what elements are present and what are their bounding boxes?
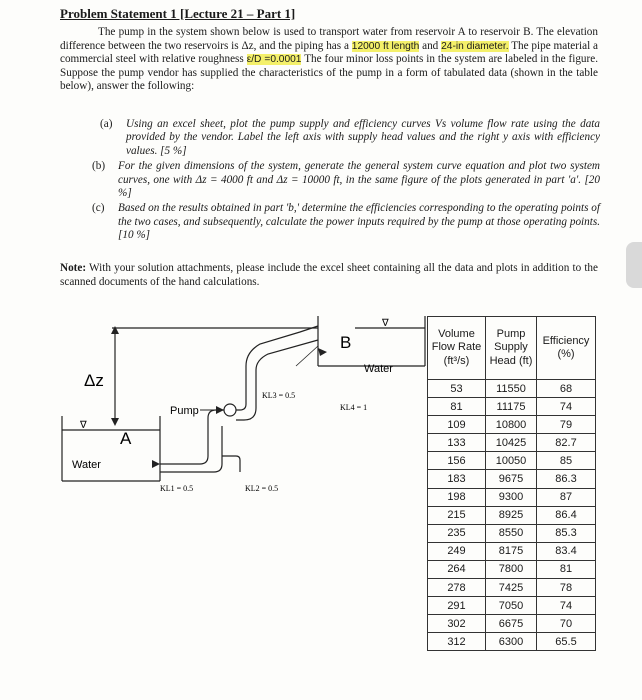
note-paragraph <box>60 262 598 289</box>
table-cell: 291 <box>428 597 486 615</box>
table-cell: 133 <box>428 434 486 452</box>
table-cell: 65.5 <box>537 633 596 651</box>
table-cell: 6675 <box>486 615 537 633</box>
table-cell: 53 <box>428 380 486 398</box>
table-cell: 79 <box>537 416 596 434</box>
intro-paragraph <box>60 26 598 94</box>
question-label: (c) <box>92 202 105 215</box>
table-cell: 11550 <box>486 380 537 398</box>
and-word: and <box>419 39 442 52</box>
table-cell: 6300 <box>486 633 537 651</box>
question-label: (b) <box>92 160 106 173</box>
flow-in-arrow-icon <box>152 460 160 468</box>
pump-label: Pump <box>170 405 199 417</box>
table-cell: 74 <box>537 597 596 615</box>
intro-text-4: The four minor loss points in the system are labeled in the figure. Suppose the pump vendor has supplied the characteristics of the pump in a form of tabulated data (shown in the table below), answer the following: <box>60 53 598 93</box>
table-cell: 70 <box>537 615 596 633</box>
table-cell: 198 <box>428 488 486 506</box>
table-row <box>428 506 596 524</box>
kl3-label: KL3 = 0.5 <box>262 391 296 400</box>
surface-a-icon: ∇ <box>80 420 87 431</box>
table-cell: 9675 <box>486 470 537 488</box>
table-cell: 7425 <box>486 579 537 597</box>
table-cell: 85 <box>537 452 596 470</box>
table-cell: 156 <box>428 452 486 470</box>
diameter-highlight: 24-in diameter. <box>441 40 509 52</box>
table-cell: 312 <box>428 633 486 651</box>
table-row <box>428 452 596 470</box>
table-row <box>428 579 596 597</box>
table-row <box>428 597 596 615</box>
question-text: For the given dimensions of the system, generate the general system curve equation and plot two system curves, one with Δz = 4000 ft and Δz = 10000 ft, in the same figure of the plots generated in part 'a'. [20 %] <box>118 160 600 200</box>
table-cell: 10050 <box>486 452 537 470</box>
kl2-label: KL2 = 0.5 <box>245 484 279 493</box>
intro-text-2: , and the piping has a <box>253 39 352 52</box>
pump-data-table <box>427 316 596 651</box>
dz-arrow-up-icon <box>111 326 119 334</box>
table-cell: 87 <box>537 488 596 506</box>
table-cell: 68 <box>537 380 596 398</box>
discharge-pipe-outer <box>236 340 318 420</box>
kl4-label: KL4 = 1 <box>340 403 368 412</box>
table-cell: 10425 <box>486 434 537 452</box>
question-text: Based on the results obtained in part 'b,' determine the efficiencies corresponding to the operating points of the two cases, and subsequently, calculate the power inputs required by the pump at those operating points. [10 %] <box>118 202 600 242</box>
table-cell: 109 <box>428 416 486 434</box>
kl1-label: KL1 = 0.5 <box>160 484 194 493</box>
water-b-label: Water <box>364 363 393 375</box>
col-header-efficiency: Efficiency (%) <box>537 317 596 380</box>
flow-out-arrow-icon <box>318 348 327 356</box>
table-cell: 302 <box>428 615 486 633</box>
water-a-label: Water <box>72 459 101 471</box>
table-row <box>428 560 596 578</box>
table-row <box>428 380 596 398</box>
table-cell: 78 <box>537 579 596 597</box>
table-cell: 264 <box>428 560 486 578</box>
table-row <box>428 542 596 560</box>
table-cell: 278 <box>428 579 486 597</box>
table-cell: 86.3 <box>537 470 596 488</box>
pipe-bend <box>222 456 240 472</box>
table-cell: 83.4 <box>537 542 596 560</box>
table-cell: 85.3 <box>537 524 596 542</box>
table-cell: 7800 <box>486 560 537 578</box>
intro-text-1: The pump in the system shown below is used to transport water from reservoir A to reservoir B. The elevation difference between the two reservoirs is <box>60 26 598 52</box>
table-cell: 82.7 <box>537 434 596 452</box>
question-a <box>100 118 600 158</box>
roughness-highlight: ε/D =0.0001 <box>246 54 302 66</box>
table-cell: 9300 <box>486 488 537 506</box>
table-cell: 81 <box>428 398 486 416</box>
question-text: Using an excel sheet, plot the pump supply and efficiency curves Vs volume flow rate using the data provided by the vendor. Label the left axis with supply head values and the right y axis with efficiency values. [5 %] <box>126 118 600 157</box>
dz-symbol: Δz <box>241 39 254 52</box>
table-row <box>428 434 596 452</box>
table-cell: 215 <box>428 506 486 524</box>
length-highlight: 12000 ft length <box>351 40 420 52</box>
table-row <box>428 416 596 434</box>
question-list <box>92 118 600 245</box>
dz-label: Δz <box>84 371 104 390</box>
question-c <box>92 202 600 242</box>
note-text: With your solution attachments, please include the excel sheet containing all the data and plots in addition to the scanned documents of the hand calculations. <box>60 262 598 288</box>
reservoir-a-label: A <box>120 429 132 448</box>
pump-symbol <box>224 404 236 416</box>
question-b <box>92 160 600 200</box>
table-cell: 235 <box>428 524 486 542</box>
table-row <box>428 615 596 633</box>
pump-system-diagram <box>0 296 430 526</box>
col-header-head: Pump Supply Head (ft) <box>486 317 537 380</box>
table-cell: 8925 <box>486 506 537 524</box>
reservoir-b-label: B <box>340 333 352 352</box>
table-cell: 249 <box>428 542 486 560</box>
table-cell: 8550 <box>486 524 537 542</box>
question-label: (a) <box>100 118 113 130</box>
side-tab-handle[interactable] <box>626 242 642 288</box>
table-row <box>428 524 596 542</box>
table-row <box>428 398 596 416</box>
table-cell: 11175 <box>486 398 537 416</box>
table-header-row <box>428 317 596 380</box>
intro-text-3: The pipe material a commercial steel with relative roughness <box>60 39 598 66</box>
suction-pipe <box>160 410 224 464</box>
table-cell: 81 <box>537 560 596 578</box>
b-leader-line <box>296 346 318 366</box>
table-cell: 8175 <box>486 542 537 560</box>
suction-pipe-outer <box>160 426 222 472</box>
problem-title: Problem Statement 1 [Lecture 21 – Part 1] <box>60 6 296 21</box>
table-row <box>428 470 596 488</box>
col-header-flow: Volume Flow Rate (ft³/s) <box>428 317 486 380</box>
table-cell: 10800 <box>486 416 537 434</box>
table-row <box>428 633 596 651</box>
dz-arrow-down-icon <box>111 418 119 426</box>
table-cell: 86.4 <box>537 506 596 524</box>
table-row <box>428 488 596 506</box>
note-label: Note: <box>60 262 87 274</box>
surface-b-icon: ∇ <box>382 318 389 329</box>
table-cell: 74 <box>537 398 596 416</box>
table-cell: 7050 <box>486 597 537 615</box>
table-cell: 183 <box>428 470 486 488</box>
